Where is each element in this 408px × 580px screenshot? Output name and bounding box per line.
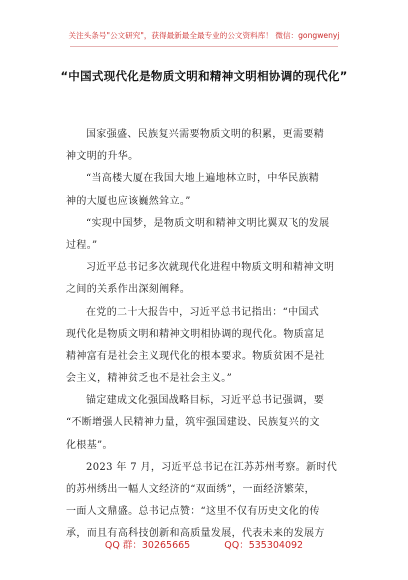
header-banner: 关注头条号"公文研究"，获得最新最全最专业的公文资料库！ 微信：gongwenyj [68,31,340,40]
body-line: “实现中国梦，是物质文明和精神文明比翼双飞的发展 [86,217,330,229]
body-line: 的苏州绣出一幅人文经济的“双面绣”，一面经济繁荣， [66,484,315,495]
header-divider [70,46,338,47]
body-line: 一面人文鼎盛。总书记点赞：“这里不仅有历史文化的传 [66,506,320,518]
body-line: 化根基”。 [66,439,113,451]
document-title: “中国式现代化是物质文明和精神文明相协调的现代化” [60,69,348,83]
body-line: 神的大厦也应该巍然耸立。” [66,195,191,207]
body-line: 过程。” [66,239,98,251]
body-line: “不断增强人民精神力量，筑牢强国建设、民族复兴的文 [66,417,320,429]
body-line: 现代化是物质文明和精神文明相协调的现代化。物质富足 [66,328,325,340]
body-line: 国家强盛、民族复兴需要物质文明的积累，更需要精 [86,129,325,140]
body-line: 承，而且有高科技创新和高质量发展，代表未来的发展方 [66,528,325,540]
footer-contact [0,537,408,551]
body-line: “当高楼大厦在我国大地上遍地林立时，中华民族精 [86,173,320,185]
body-line: 之间的关系作出深刻阐释。 [66,284,191,296]
body-line: 在党的二十大报告中，习近平总书记指出：“中国式 [86,306,320,318]
document-body [66,124,350,546]
body-line: 习近平总书记多次就现代化进程中物质文明和精神文明 [86,262,335,274]
body-line: 锚定建成文化强国战略目标，习近平总书记强调，要 [86,395,325,407]
body-line: 神文明的升华。 [66,151,139,163]
footer-qq-number: QQ：535304092 [224,540,304,551]
body-line: 精神富有是社会主义现代化的根本要求。物质贫困不是社 [66,350,325,362]
body-line: 会主义，精神贫乏也不是社会主义。” [66,373,233,385]
footer-qq-group: QQ 群：30265665 [104,540,191,551]
body-line: 2023 年 7 月，习近平总书记在江苏苏州考察。新时代 [86,461,338,473]
